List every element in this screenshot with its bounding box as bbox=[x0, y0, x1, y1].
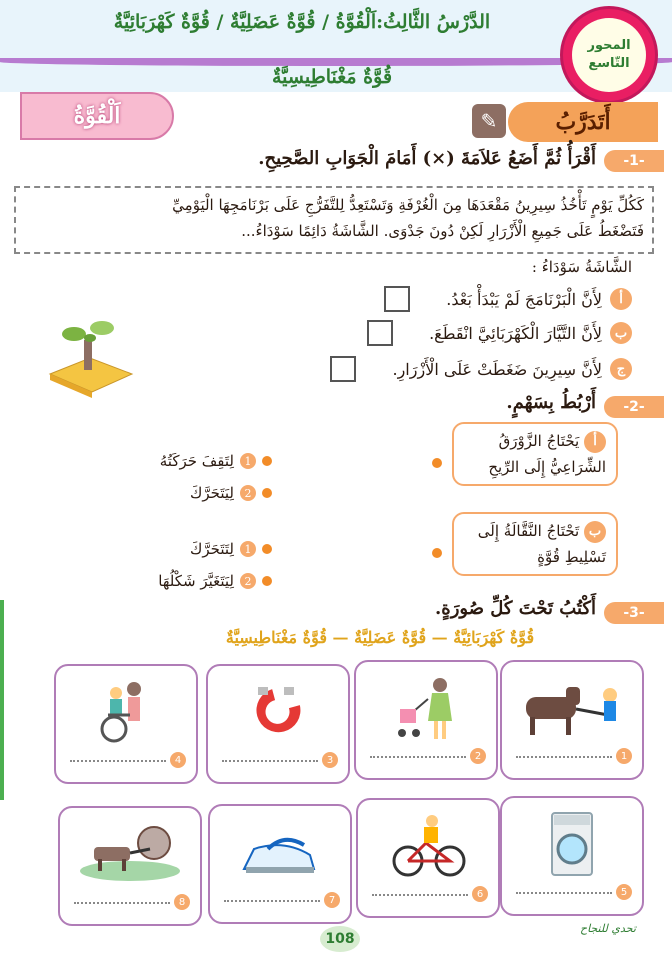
connector-dot[interactable] bbox=[262, 456, 272, 466]
prompt-box-b bbox=[452, 512, 618, 576]
section3-number: -3- bbox=[604, 602, 664, 624]
target-text: لِتَتَحَرَّكَ bbox=[190, 540, 234, 558]
card-number: 8 bbox=[174, 894, 190, 910]
topic-tab: اَلْقُوَّةُ bbox=[20, 92, 174, 140]
word-bank: قُوَّةٌ كَهْرَبَائِيَّةٌ — قُوَّةٌ عَضَلِيَّةٌ — قُوَّةٌ مَغْنَاطِيسِيَّةٌ bbox=[225, 628, 535, 647]
box-line: تَسْلِيطِ قُوَّةٍ bbox=[537, 548, 606, 566]
target-item bbox=[158, 572, 272, 590]
section2-number: -2- bbox=[604, 396, 664, 418]
section1-number: -1- bbox=[604, 150, 664, 172]
washing-machine-icon bbox=[512, 808, 630, 880]
publisher-logo: تحدي للنجاح bbox=[580, 922, 636, 935]
connector-dot[interactable] bbox=[432, 548, 442, 558]
target-item bbox=[190, 484, 272, 502]
target-text: لِتَقِفَ حَرَكَتُهُ bbox=[159, 452, 234, 470]
target-text: لِيَتَحَرَّكَ bbox=[190, 484, 234, 502]
practice-label: أَتَدَرَّبُ bbox=[508, 102, 658, 142]
option-a bbox=[384, 286, 632, 312]
lesson-subtitle: قُوَّةٌ مَغْنَاطِيسِيَّةٌ bbox=[271, 66, 393, 88]
connector-dot[interactable] bbox=[262, 544, 272, 554]
card-number: 3 bbox=[322, 752, 338, 768]
box-letter: ب bbox=[584, 521, 606, 543]
picture-card bbox=[206, 664, 350, 784]
plant-book-icon bbox=[44, 318, 136, 398]
wheelchair-icon bbox=[66, 676, 184, 748]
page-number: 108 bbox=[320, 926, 360, 952]
box-line: يَحْتَاجُ الزَّوْرَقُ bbox=[498, 432, 580, 450]
lesson-title: الدَّرْسُ الثَّالِثُ:اَلْقُوَّةُ / قُوَّةٌ عَضَلِيَّةٌ / قُوَّةٌ كَهْرَبَائِيَّةٌ bbox=[113, 11, 491, 33]
option-text: لِأَنَّ التَّيَّارَ الْكَهْرَبَائِيَّ انْقَطَعَ. bbox=[429, 323, 602, 343]
answer-line[interactable] bbox=[224, 900, 320, 902]
target-number: 1 bbox=[240, 453, 256, 469]
connector-dot[interactable] bbox=[432, 458, 442, 468]
box-line: الشِّرَاعِيُّ إِلَى الرِّيحِ bbox=[488, 458, 606, 476]
prompt-box-a bbox=[452, 422, 618, 486]
section3-instruction: أَكْتُبُ تَحْتَ كُلِّ صُورَةٍ. bbox=[435, 598, 596, 619]
connector-dot[interactable] bbox=[262, 576, 272, 586]
option-text: لِأَنَّ سِيرِينَ ضَغَطَتْ عَلَى الْأَزْرَارِ. bbox=[392, 359, 602, 379]
answer-line[interactable] bbox=[516, 892, 612, 894]
answer-checkbox[interactable] bbox=[330, 356, 356, 382]
section1-instruction: أَقْرَأُ ثُمَّ أَضَعُ عَلاَمَةَ (×) أَمَامَ الْجَوَابِ الصَّحِيحِ. bbox=[258, 148, 596, 169]
picture-card bbox=[54, 664, 198, 784]
woman-stroller-icon bbox=[366, 672, 484, 744]
target-number: 2 bbox=[240, 573, 256, 589]
answer-line[interactable] bbox=[372, 894, 468, 896]
target-number: 2 bbox=[240, 485, 256, 501]
picture-card bbox=[208, 804, 352, 924]
question-stem: الشَّاشَةُ سَوْدَاءُ : bbox=[531, 258, 632, 276]
target-item bbox=[160, 452, 272, 470]
picture-card bbox=[58, 806, 202, 926]
target-item bbox=[190, 540, 272, 558]
target-text: لِيَتَغَيَّرَ شَكْلُهَا bbox=[158, 572, 234, 590]
card-number: 1 bbox=[616, 748, 632, 764]
answer-checkbox[interactable] bbox=[367, 320, 393, 346]
connector-dot[interactable] bbox=[262, 488, 272, 498]
reading-passage bbox=[14, 186, 654, 254]
axis-number: التّاسع bbox=[588, 56, 630, 71]
answer-line[interactable] bbox=[222, 760, 318, 762]
card-number: 6 bbox=[472, 886, 488, 902]
picture-card bbox=[500, 660, 644, 780]
answer-line[interactable] bbox=[70, 760, 166, 762]
picture-card bbox=[354, 660, 498, 780]
section2-instruction: أَرْبُطُ بِسَهْمٍ. bbox=[506, 392, 596, 413]
option-text: لِأَنَّ الْبَرْنَامَجَ لَمْ يَبْدَأْ بَعْدُ. bbox=[446, 289, 602, 309]
option-letter: ج bbox=[610, 358, 632, 380]
mill-cart-icon bbox=[70, 818, 188, 890]
card-number: 4 bbox=[170, 752, 186, 768]
option-c bbox=[330, 356, 632, 382]
student-icon: ✎ bbox=[472, 104, 506, 138]
page-edge-mark bbox=[0, 600, 4, 800]
passage-line: فَتَضْغَطُ عَلَى جَمِيعِ الْأَزْرَارِ لَكِنْ دُونَ جَدْوَى. الشَّاشَةُ دَائِمًا سَوْدَاءُ... bbox=[241, 222, 644, 240]
answer-line[interactable] bbox=[74, 902, 170, 904]
picture-card bbox=[356, 798, 500, 918]
option-letter: أ bbox=[610, 288, 632, 310]
option-b bbox=[367, 320, 632, 346]
magnet-icon bbox=[218, 676, 336, 748]
answer-line[interactable] bbox=[370, 756, 466, 758]
box-line: تَحْتَاجُ النَّقَّالَةُ إِلَى bbox=[477, 522, 580, 540]
iron-icon bbox=[220, 816, 338, 888]
card-number: 7 bbox=[324, 892, 340, 908]
target-number: 1 bbox=[240, 541, 256, 557]
cyclist-icon bbox=[368, 810, 486, 882]
box-letter: أ bbox=[584, 431, 606, 453]
card-number: 5 bbox=[616, 884, 632, 900]
picture-card bbox=[500, 796, 644, 916]
card-number: 2 bbox=[470, 748, 486, 764]
horse-plough-icon bbox=[512, 672, 630, 744]
axis-badge bbox=[560, 6, 658, 104]
answer-checkbox[interactable] bbox=[384, 286, 410, 312]
passage-line: كَكُلِّ يَوْمٍ تَأْخُذُ سِيرِينُ مَقْعَدَهَا مِنَ الْغُرْفَةِ وَتَسْتَعِدُّ لِلتَّفَرُّجِ عَلَى بَرْنَامَجِهَا الْيَوْمِيِّ bbox=[172, 196, 644, 214]
answer-line[interactable] bbox=[516, 756, 612, 758]
option-letter: ب bbox=[610, 322, 632, 344]
axis-label: المحور bbox=[587, 38, 631, 53]
